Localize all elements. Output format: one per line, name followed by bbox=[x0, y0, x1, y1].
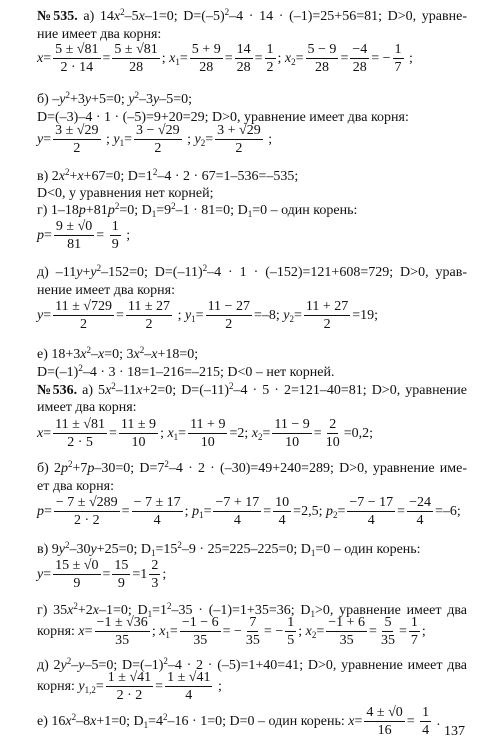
formula-text: = bbox=[155, 678, 164, 694]
fraction bbox=[285, 615, 296, 648]
formula-text: = bbox=[224, 50, 233, 66]
fraction-numerator: 1 bbox=[394, 42, 402, 57]
formula-text: y= bbox=[37, 307, 52, 323]
text-line: ет два корня: bbox=[37, 479, 115, 494]
fraction-numerator: 2 bbox=[151, 558, 159, 573]
formula-text: x= bbox=[37, 425, 52, 441]
text-line: б) $2p^2+7p-30=0$; $D=7^2-4 \cdot 2 \cdot (-30)=49+240=289$; D>0, уравнение име- bbox=[37, 459, 468, 476]
fraction bbox=[119, 417, 158, 450]
fraction-denominator: 2 bbox=[80, 317, 88, 332]
formula-text: ; $y_1=$ bbox=[102, 131, 133, 148]
formula-text: = bbox=[96, 227, 108, 243]
formula-text: = bbox=[398, 623, 407, 639]
text-line: ние имеет два корня: bbox=[37, 27, 162, 42]
formula-text: ; bbox=[264, 131, 273, 147]
formula-text: корня: $y_{1,2}=$ bbox=[37, 678, 104, 695]
formula-text: ; $x_1=$ bbox=[160, 425, 187, 442]
formula-text: = bbox=[102, 566, 111, 582]
fraction bbox=[206, 299, 252, 332]
formula-text: =2,5; $p_2=$ bbox=[293, 503, 346, 520]
fraction-numerator: 5 bbox=[384, 615, 392, 630]
fraction-denominator: 4 bbox=[233, 513, 241, 528]
fraction-numerator: −1 − 6 bbox=[181, 615, 219, 630]
fraction-denominator: 35 bbox=[380, 633, 395, 648]
formula-line bbox=[37, 495, 467, 528]
formula-text: ; bbox=[162, 566, 167, 582]
formula-text: =0,2; bbox=[343, 425, 373, 441]
fraction bbox=[273, 495, 291, 528]
fraction bbox=[53, 299, 114, 332]
fraction-denominator: 4 bbox=[367, 513, 375, 528]
fraction-denominator: 2 bbox=[73, 141, 81, 156]
fraction-numerator: 1 ± √41 bbox=[107, 670, 152, 685]
fraction-denominator: 4 bbox=[185, 688, 193, 703]
fraction-numerator: 11 ± 9 bbox=[120, 417, 157, 432]
formula-text: = bbox=[115, 307, 124, 323]
fraction-denominator: 2 bbox=[323, 317, 331, 332]
fraction-numerator: 9 ± √0 bbox=[55, 219, 93, 234]
fraction bbox=[149, 558, 160, 591]
fraction bbox=[112, 558, 130, 591]
formula-text: ; $x_1=$ bbox=[161, 50, 188, 67]
fraction-denominator: 28 bbox=[199, 60, 214, 75]
fraction bbox=[364, 705, 404, 738]
formula-text: y= bbox=[37, 131, 52, 147]
fraction-numerator: 11 ± 27 bbox=[127, 299, 171, 314]
text-line: №535. а) $14x^2-5x-1=0$; $D=(-5)^2-4 \cdot 14 \cdot (-1)=25+56=81$; D>0, уравне- bbox=[37, 7, 467, 24]
fraction-numerator: 3 ± √29 bbox=[55, 123, 99, 138]
formula-text: = bbox=[121, 503, 130, 519]
formula-line bbox=[37, 417, 467, 450]
fraction-denominator: 2 bbox=[145, 317, 153, 332]
fraction bbox=[132, 495, 183, 528]
formula-text: ; $x_2=$ bbox=[298, 623, 325, 640]
formula-text: ; bbox=[214, 678, 222, 694]
formula-text: ; bbox=[421, 623, 426, 639]
formula-text: е) $16x^2-8x+1=0$; $D_1=4^2-16 \cdot 1=0$; D=0 – один корень: x= bbox=[37, 711, 363, 730]
fraction-numerator: 11 − 27 bbox=[207, 299, 250, 314]
formula-text: корня: x= bbox=[37, 623, 93, 639]
formula-line bbox=[37, 670, 467, 703]
fraction-numerator: 11 + 27 bbox=[305, 299, 349, 314]
fraction bbox=[213, 495, 261, 528]
fraction-numerator: 15 ± √0 bbox=[55, 558, 99, 573]
fraction bbox=[190, 42, 223, 75]
formula-text: = bbox=[369, 623, 377, 639]
formula-text: ; bbox=[405, 50, 413, 66]
formula-text: ; $y_2=$ bbox=[183, 131, 214, 148]
formula-text: =2; $x_2=$ bbox=[229, 425, 271, 442]
formula-text: =1 bbox=[132, 566, 148, 582]
fraction bbox=[165, 670, 212, 703]
fraction-numerator: 15 bbox=[114, 558, 129, 573]
fraction bbox=[53, 417, 107, 450]
fraction-numerator: 5 ± √81 bbox=[114, 42, 158, 57]
fraction-numerator: − 7 ± 17 bbox=[133, 495, 181, 510]
fraction bbox=[304, 299, 350, 332]
fraction-numerator: 1 bbox=[410, 615, 418, 630]
fraction-numerator: 4 ± √0 bbox=[366, 705, 403, 720]
formula-line bbox=[37, 299, 467, 332]
fraction bbox=[407, 495, 433, 528]
fraction-numerator: 3 − √29 bbox=[136, 123, 180, 138]
fraction bbox=[53, 558, 100, 591]
text-line: D<0, у уравнения нет корней; bbox=[37, 186, 214, 201]
formula-text: . bbox=[433, 713, 441, 729]
fraction-numerator: 2 bbox=[329, 417, 337, 432]
fraction-denominator: 4 bbox=[278, 513, 286, 528]
fraction-numerator: 5 ± √81 bbox=[55, 42, 99, 57]
fraction-numerator: 11 − 9 bbox=[274, 417, 310, 432]
formula-text: y= bbox=[37, 566, 52, 582]
page-number: 137 bbox=[444, 724, 465, 739]
fraction-denominator: 81 bbox=[67, 237, 82, 252]
fraction-denominator: 10 bbox=[200, 435, 215, 450]
fraction bbox=[235, 42, 253, 75]
formula-text: = bbox=[263, 503, 272, 519]
fraction bbox=[112, 42, 159, 75]
formula-text: p= bbox=[37, 503, 52, 519]
fraction-denominator: 35 bbox=[115, 633, 130, 648]
fraction bbox=[350, 42, 369, 75]
formula-text: = − bbox=[263, 623, 284, 639]
fraction-denominator: 7 bbox=[394, 60, 402, 75]
fraction-denominator: 3 bbox=[151, 576, 159, 591]
fraction bbox=[53, 42, 100, 75]
fraction-denominator: 9 bbox=[117, 576, 125, 591]
fraction-numerator: 11 + 9 bbox=[190, 417, 226, 432]
formula-line bbox=[37, 558, 467, 591]
fraction-numerator: 1 bbox=[111, 219, 119, 234]
fraction-numerator: −1 ± √36 bbox=[96, 615, 148, 630]
fraction-denominator: 28 bbox=[314, 60, 329, 75]
fraction-denominator: 9 bbox=[111, 237, 119, 252]
fraction-denominator: 2 · 2 bbox=[73, 513, 100, 528]
formula-text: x= bbox=[37, 50, 52, 66]
fraction bbox=[326, 615, 367, 648]
fraction bbox=[180, 615, 221, 648]
fraction-denominator: 28 bbox=[236, 60, 251, 75]
fraction-numerator: 11 ± √729 bbox=[55, 299, 112, 314]
fraction bbox=[409, 615, 420, 648]
fraction bbox=[215, 123, 263, 156]
fraction-denominator: 35 bbox=[245, 633, 260, 648]
fraction bbox=[272, 417, 311, 450]
fraction bbox=[347, 495, 395, 528]
fraction bbox=[379, 615, 397, 648]
fraction-denominator: 4 bbox=[422, 723, 430, 738]
fraction-denominator: 2 · 5 bbox=[67, 435, 93, 450]
fraction-numerator: −4 bbox=[352, 42, 368, 57]
formula-line bbox=[37, 42, 467, 75]
fraction-numerator: 1 ± √41 bbox=[167, 670, 211, 685]
formula-line bbox=[37, 219, 467, 252]
fraction-numerator: −24 bbox=[409, 495, 431, 510]
text-line: г) $1-18p+81p^2=0$; $D_1=9^2-1 \cdot 81=0$; $D_1=0$ – один корень: bbox=[37, 201, 358, 219]
fraction-denominator: 10 bbox=[285, 435, 300, 450]
text-line: б) $-y^2+3y+5=0$; $y^2-3y-5=0$; bbox=[37, 90, 193, 107]
fraction-denominator: 2 bbox=[266, 60, 274, 75]
fraction-denominator: 2 · 14 bbox=[60, 60, 94, 75]
formula-text: = bbox=[406, 713, 419, 729]
formula-text: ; bbox=[122, 227, 131, 243]
formula-text: = bbox=[340, 50, 349, 66]
fraction-numerator: −7 + 17 bbox=[215, 495, 260, 510]
fraction-denominator: 28 bbox=[352, 60, 367, 75]
fraction-denominator: 16 bbox=[377, 723, 392, 738]
fraction-denominator: 28 bbox=[129, 60, 144, 75]
fraction-denominator: 10 bbox=[325, 435, 340, 450]
fraction bbox=[54, 495, 120, 528]
fraction bbox=[188, 417, 227, 450]
formula-text: =–6; bbox=[434, 503, 461, 519]
text-line: в) $2x^2+x+67=0$; $D=1^2-4 \cdot 2 \cdot 67=1-536=-535$; bbox=[37, 167, 299, 184]
fraction-denominator: 9 bbox=[73, 576, 81, 591]
text-line: №536. а) $5x^2-11x+2=0$; $D=(-11)^2-4 \cdot 5 \cdot 2=121-40=81$; D>0, уравнение bbox=[37, 381, 467, 398]
fraction bbox=[106, 670, 153, 703]
fraction-denominator: 2 bbox=[235, 141, 243, 156]
formula-text: = − bbox=[371, 50, 391, 66]
fraction-denominator: 10 bbox=[131, 435, 146, 450]
formula-line bbox=[37, 705, 467, 738]
fraction-denominator: 4 bbox=[153, 513, 161, 528]
text-line: $D=(-1)^2-4 \cdot 3 \cdot 18=1-216=-215$; D<0 – нет корней. bbox=[37, 363, 335, 380]
fraction-denominator: 2 · 2 bbox=[116, 688, 143, 703]
text-line: д) $-11y+y^2-152=0$; $D=(-11)^2-4 \cdot 1 \cdot (-152)=121+608=729$; D>0, урав- bbox=[37, 263, 467, 280]
fraction bbox=[54, 219, 94, 252]
fraction-denominator: 35 bbox=[339, 633, 354, 648]
formula-line bbox=[37, 123, 467, 156]
formula-text: ; $x_1=$ bbox=[151, 623, 178, 640]
fraction-numerator: 10 bbox=[275, 495, 290, 510]
fraction bbox=[110, 219, 121, 252]
fraction-denominator: 5 bbox=[287, 633, 295, 648]
fraction bbox=[393, 42, 404, 75]
fraction bbox=[306, 42, 339, 75]
fraction-numerator: 1 bbox=[422, 705, 430, 720]
fraction-numerator: 1 bbox=[287, 615, 295, 630]
formula-text: = bbox=[397, 503, 406, 519]
fraction-numerator: 5 − 9 bbox=[307, 42, 337, 57]
fraction bbox=[126, 299, 172, 332]
formula-text: =–8; $y_2=$ bbox=[253, 307, 302, 324]
fraction-numerator: −1 + 6 bbox=[328, 615, 366, 630]
formula-text: = bbox=[108, 425, 117, 441]
formula-text: p= bbox=[37, 227, 52, 243]
text-line: нение имеет два корня: bbox=[37, 283, 175, 298]
fraction bbox=[244, 615, 262, 648]
formula-line bbox=[37, 615, 467, 648]
fraction-numerator: 1 bbox=[266, 42, 274, 57]
fraction bbox=[324, 417, 342, 450]
fraction-denominator: 35 bbox=[193, 633, 208, 648]
formula-text: = bbox=[313, 425, 322, 441]
fraction bbox=[134, 123, 182, 156]
fraction-denominator: 7 bbox=[410, 633, 418, 648]
fraction-numerator: 11 ± √81 bbox=[55, 417, 105, 432]
fraction bbox=[95, 615, 150, 648]
fraction-denominator: 2 bbox=[154, 141, 162, 156]
fraction-denominator: 4 bbox=[416, 513, 424, 528]
formula-text: =19; bbox=[352, 307, 379, 323]
formula-text: ; $x_2=$ bbox=[277, 50, 304, 67]
text-line: D=(–3)–4 · 1 · (–5)=9+20=29; D>0, уравнение имеет два корня: bbox=[37, 110, 409, 125]
text-line: е) $18+3x^2-x=0$; $3x^2-x+18=0$; bbox=[37, 345, 199, 362]
formula-text: ; $y_1=$ bbox=[174, 307, 204, 324]
formula-text: = bbox=[102, 50, 111, 66]
text-line: г) $35x^2+2x-1=0$; $D_1=1^2-35 \cdot (-1)=1+35=36$; $D_1>0$, уравнение имеет два bbox=[37, 601, 467, 619]
fraction-numerator: 3 + √29 bbox=[217, 123, 261, 138]
fraction-numerator: −7 − 17 bbox=[349, 495, 394, 510]
fraction bbox=[53, 123, 100, 156]
fraction-numerator: 5 + 9 bbox=[191, 42, 221, 57]
fraction-numerator: 7 bbox=[249, 615, 257, 630]
formula-text: = bbox=[254, 50, 263, 66]
formula-text: ; $p_1=$ bbox=[184, 503, 212, 520]
fraction-denominator: 2 bbox=[225, 317, 233, 332]
fraction bbox=[265, 42, 276, 75]
formula-text: = − bbox=[222, 623, 242, 639]
text-line: д) $2y^2-y-5=0$; $D=(-1)^2-4 \cdot 2 \cdot (-5)=1+40=41$; D>0, уравнение имеет два bbox=[37, 656, 467, 673]
fraction-numerator: − 7 ± √289 bbox=[55, 495, 118, 510]
text-line: в) $9y^2-30y+25=0$; $D_1=15^2-9 \cdot 25=225-225=0$; $D_1=0$ – один корень: bbox=[37, 540, 421, 558]
fraction-numerator: 14 bbox=[236, 42, 251, 57]
fraction bbox=[420, 705, 431, 738]
text-line: имеет два корня: bbox=[37, 400, 137, 415]
